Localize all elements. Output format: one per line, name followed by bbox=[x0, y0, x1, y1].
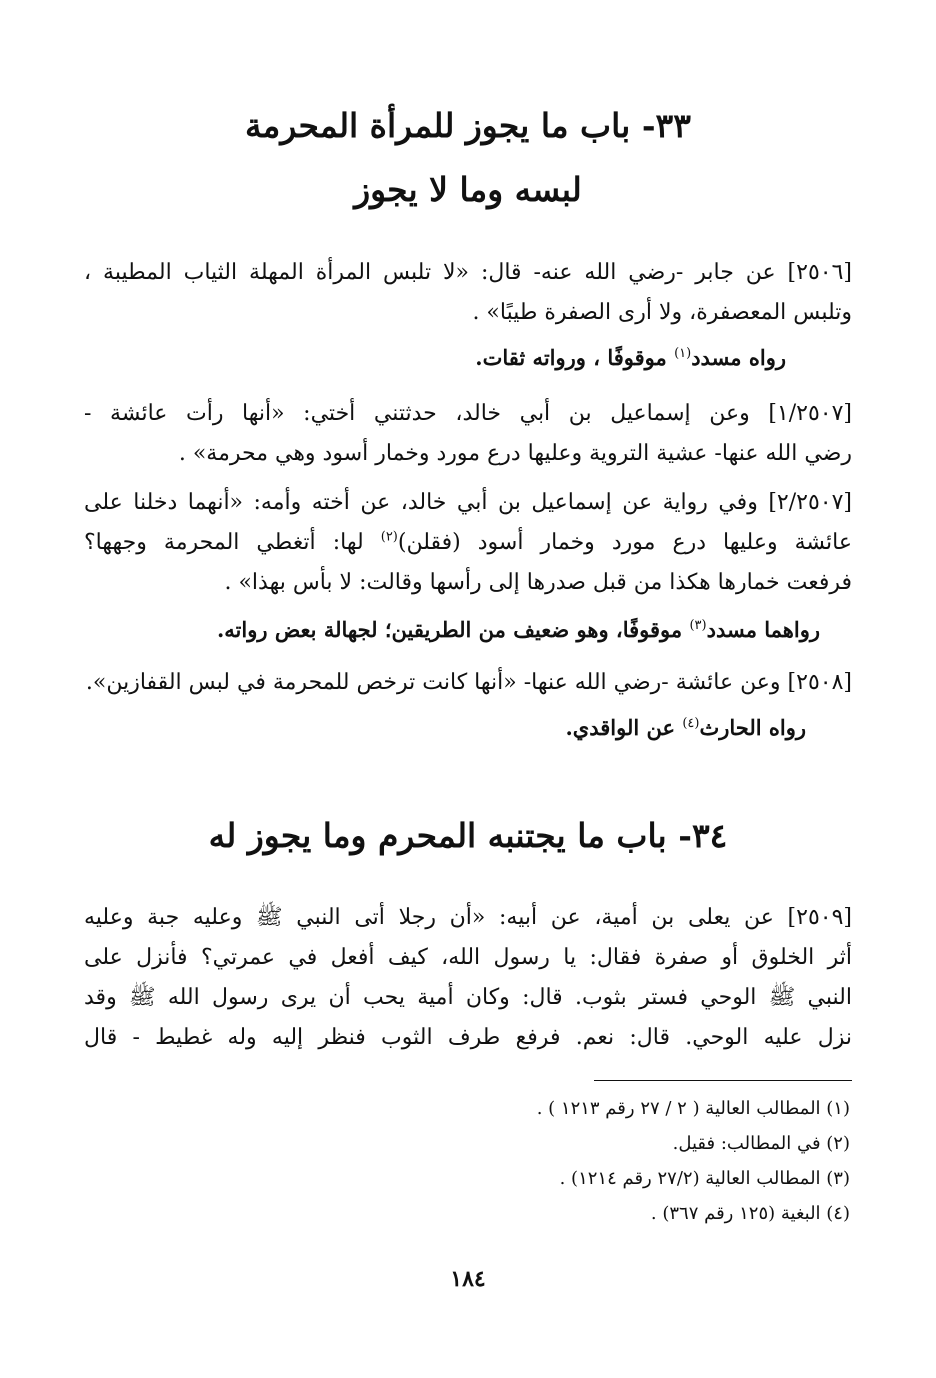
hadith-2507-2-line-1: [٢/٢٥٠٧] وفي رواية عن إسماعيل بن أبي خالد، عن أخته وأمه: «أنهما دخلنا على bbox=[84, 490, 852, 515]
hadith-2506-attribution bbox=[475, 345, 786, 370]
page-number: ١٨٤ bbox=[450, 1266, 486, 1292]
footnote-ref-2: (٢) bbox=[380, 529, 398, 545]
hadith-2508 bbox=[84, 663, 852, 703]
attribution-text: رواه الحارث bbox=[699, 715, 806, 740]
footnote-ref-4: (٤) bbox=[682, 716, 700, 731]
attribution-text-rest: موقوفًا، وهو ضعيف من الطريقين؛ لجهالة بعض رواته. bbox=[216, 617, 690, 642]
hadith-2509-line-3: النبي ﷺ الوحي فستر بثوب. قال: وكان أمية يحب أن يرى رسول الله ﷺ وقد bbox=[84, 985, 852, 1010]
hadith-2509-line-2: أثر الخلوق أو صفرة فقال: يا رسول الله، كيف أفعل في عمرتي؟ فأنزل على bbox=[84, 945, 852, 970]
attribution-text-rest: موقوفًا ، ورواته ثقات. bbox=[475, 345, 675, 370]
hadith-2509 bbox=[84, 898, 852, 1058]
hadith-2506-line-1: [٢٥٠٦] عن جابر -رضي الله عنه- قال: «لا تلبس المرأة المهلة الثياب المطيبة ، bbox=[84, 260, 852, 285]
footnote-2: (٢) في المطالب: فقيل. bbox=[672, 1133, 850, 1154]
hadith-2508-line-1: [٢٥٠٨] وعن عائشة -رضي الله عنها- «أنها كانت ترخص للمحرمة في لبس القفازين». bbox=[85, 670, 852, 695]
footnote-separator bbox=[594, 1080, 852, 1081]
footnote-3: (٣) المطالب العالية (٢٧/٢ رقم ١٢١٤) . bbox=[559, 1168, 850, 1189]
hadith-2507-2-line-3: فرفعت خمارها هكذا من قبل صدرها إلى رأسها وقالت: لا بأس بهذا» . bbox=[224, 570, 852, 595]
hadith-2506 bbox=[84, 253, 852, 333]
line-2-part-a: عائشة وعليها درع مورد وخمار أسود (فقلن) bbox=[397, 530, 852, 555]
hadith-2507-1-line-1: [١/٢٥٠٧] وعن إسماعيل بن أبي خالد، حدثتني أختي: «أنها رأت عائشة - bbox=[84, 401, 852, 426]
hadith-2507-2-line-2 bbox=[84, 523, 852, 563]
chapter-33-title-line-2: لبسه وما لا يجوز bbox=[354, 170, 582, 209]
footnote-ref-1: (١) bbox=[674, 346, 692, 361]
hadith-2507-1 bbox=[84, 394, 852, 474]
hadith-2509-line-1: [٢٥٠٩] عن يعلى بن أمية، عن أبيه: «أن رجلا أتى النبي ﷺ وعليه جبة وعليه bbox=[84, 905, 852, 930]
line-2-part-b: لها: أتغطي المحرمة وجهها؟ bbox=[84, 530, 381, 555]
attribution-text-rest: عن الواقدي. bbox=[565, 715, 683, 740]
hadith-2508-attribution bbox=[565, 715, 806, 740]
chapter-33-title-line-1: ٣٣- باب ما يجوز للمرأة المحرمة bbox=[244, 106, 691, 145]
chapter-34-title: ٣٤- باب ما يجتنبه المحرم وما يجوز له bbox=[208, 816, 728, 855]
footnote-4: (٤) البغية (١٢٥ رقم ٣٦٧) . bbox=[650, 1203, 850, 1224]
hadith-2507-2-attribution bbox=[217, 617, 820, 642]
footnote-1: (١) المطالب العالية ( ٢ / ٢٧ رقم ١٢١٣ ) . bbox=[536, 1098, 850, 1119]
attribution-text: رواهما مسدد bbox=[706, 617, 820, 642]
hadith-2506-line-2: وتلبس المعصفرة، ولا أرى الصفرة طيبًا» . bbox=[472, 300, 852, 325]
hadith-2507-2 bbox=[84, 483, 852, 603]
hadith-2509-line-4: نزل عليه الوحي. قال: نعم. فرفع طرف الثوب فنظر إليه وله غطيط - قال bbox=[84, 1025, 852, 1050]
footnote-ref-3: (٣) bbox=[689, 618, 707, 633]
attribution-text: رواه مسدد bbox=[691, 345, 786, 370]
hadith-2507-1-line-2: رضي الله عنها- عشية التروية وعليها درع مورد وخمار أسود وهي محرمة» . bbox=[178, 441, 852, 466]
